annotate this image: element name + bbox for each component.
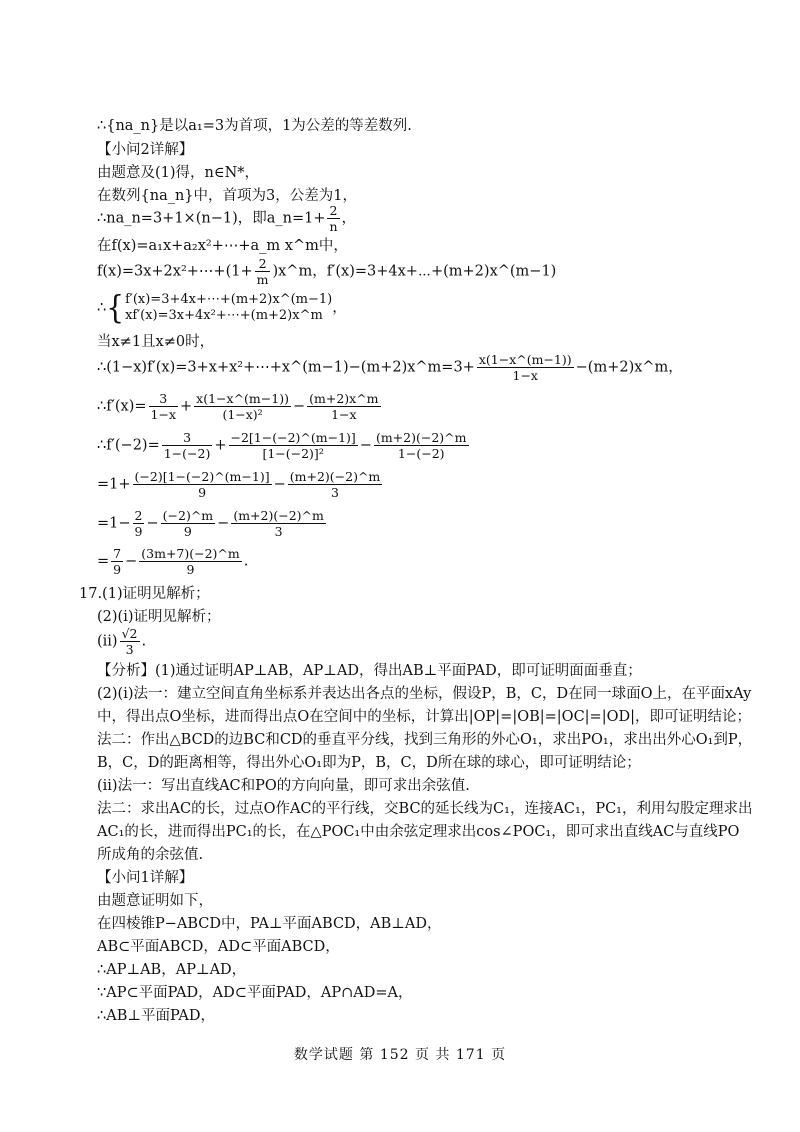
math-text: )x^m，f′(x)=3+4x+⋯+(m+2)x^(m−1) xyxy=(272,263,557,280)
text-line: ∴AP⊥AB，AP⊥AD， xyxy=(97,962,247,978)
fraction xyxy=(161,508,216,539)
numerator: √2 xyxy=(121,626,138,641)
math-line xyxy=(97,352,683,383)
denominator: (1−x)² xyxy=(222,407,263,422)
math-text: ∴f′(x)= xyxy=(97,398,147,415)
analysis-line: (2)(i)法一：建立空间直角坐标系并表达出各点的坐标，假设P，B，C，D在同一球面O上，在平面xAy xyxy=(97,686,752,702)
fraction xyxy=(139,546,242,577)
fraction xyxy=(111,546,123,577)
math-text: =1+ xyxy=(97,476,131,493)
denominator: n xyxy=(329,219,338,234)
math-text: −(m+2)x^m， xyxy=(575,359,683,376)
math-line: =1− $\frac{2}{9}$ − $\frac{(-2)\^{}m}{9}$ − $\frac{(m+2)(-2)\^{}m}{3}$ xyxy=(97,508,324,539)
denominator: 1−x xyxy=(150,407,177,422)
denominator: m xyxy=(256,272,269,287)
text-line: ∴{na_n}是以a₁=3为首项，1为公差的等差数列. xyxy=(97,118,412,134)
denominator: 3 xyxy=(274,524,283,539)
text-line: ∴AB⊥平面PAD， xyxy=(97,1008,216,1024)
math-text: (ii) xyxy=(97,633,118,650)
text-line: 在f(x)=a₁x+a₂x²+⋯+a_m x^m中， xyxy=(97,238,348,254)
denominator: 3 xyxy=(125,642,134,657)
math-line: ∴na_n=3+1×(n−1)，即a_n=1+ $\frac{2}{n}$ ， xyxy=(97,203,357,234)
denominator: 1−(−2) xyxy=(163,446,211,461)
text-line: 在四棱锥P−ABCD中，PA⊥平面ABCD，AB⊥AD， xyxy=(97,916,442,932)
denominator: 1−x xyxy=(331,407,357,422)
fraction xyxy=(327,203,339,234)
math-line xyxy=(97,256,556,287)
text-line: ∵AP⊂平面PAD，AD⊂平面PAD，AP∩AD=A， xyxy=(97,985,413,1001)
math-text: f(x)=3x+2x²+⋯+(1+ xyxy=(97,263,253,280)
numerator: (m+2)(−2)^m xyxy=(233,508,324,523)
numerator: 2 xyxy=(134,508,143,523)
fraction xyxy=(194,391,291,422)
analysis-line: 所成角的余弦值. xyxy=(97,847,204,863)
numerator: (−2)[1−(−2)^(m−1)] xyxy=(134,469,270,484)
numerator: 3 xyxy=(149,391,178,407)
denominator: 9 xyxy=(198,485,207,500)
math-line: (ii) $\frac{√2}{3}$ . xyxy=(97,626,147,657)
fraction xyxy=(288,469,383,500)
denominator: [1−(−2)]² xyxy=(262,446,324,461)
fraction xyxy=(255,256,271,287)
analysis-line: (ii)法一：写出直线AC和PO的方向向量，即可求出余弦值. xyxy=(97,778,470,794)
analysis-line: 【分析】(1)通过证明AP⊥AB，AP⊥AD，得出AB⊥平面PAD，即可证明面面垂直； xyxy=(97,663,642,679)
text-line: 当x≠1且x≠0时， xyxy=(97,334,215,350)
math-system: ∴{ f′(x)=3+4x+⋯+(m+2)x^(m−1) xf′(x)=3x+4x²+⋯+(m+2)x^m ， xyxy=(97,288,347,327)
fraction xyxy=(120,626,140,657)
numerator: (m+2)x^m xyxy=(309,391,379,406)
section-heading: 【小问2详解】 xyxy=(97,142,194,158)
numerator: x(1−x^(m−1)) xyxy=(196,391,289,406)
analysis-line: 法二：求出AC的长，过点O作AC的平行线，交BC的延长线为C₁，连接AC₁，PC₁，利用勾股定理求出 xyxy=(97,801,753,817)
denominator: 9 xyxy=(186,562,195,577)
denominator: 9 xyxy=(183,524,192,539)
left-brace-icon: { xyxy=(106,288,125,327)
fraction xyxy=(231,508,326,539)
math-text: ∴f′(−2)= xyxy=(97,437,160,454)
answer-line: 17.(1)证明见解析； xyxy=(79,586,210,602)
fraction xyxy=(149,391,178,422)
math-line: =1+ $\frac{(-2)[1-(-2)\^{}(m-1)]}{9}$ − $\frac{(m+2)(-2)\^{}m}{3}$ xyxy=(97,469,381,500)
fraction xyxy=(477,352,574,383)
numerator: (m+2)(−2)^m xyxy=(375,430,467,445)
numerator: (m+2)(−2)^m xyxy=(289,469,381,484)
fraction xyxy=(374,430,469,461)
numerator: (3m+7)(−2)^m xyxy=(141,546,240,561)
numerator: x(1−x^(m−1)) xyxy=(478,352,572,367)
math-text: ∴na_n=3+1×(n−1)，即a_n=1+ xyxy=(97,210,326,227)
math-text: =1− xyxy=(97,515,131,532)
denominator: 1−(−2) xyxy=(397,446,445,461)
page-footer: 数学试题 第 152 页 共 171 页 xyxy=(293,1047,507,1063)
analysis-line: 中，得出点O坐标，进而得出点O在空间中的坐标，计算出|OP|=|OB|=|OC|=|OD|，即可证明结论； xyxy=(97,709,751,725)
fraction xyxy=(162,430,213,461)
denominator: 9 xyxy=(113,562,122,577)
section-heading: 【小问1详解】 xyxy=(97,870,194,886)
numerator: 7 xyxy=(113,546,122,561)
text-line: 在数列{na_n}中，首项为3，公差为1， xyxy=(97,188,357,204)
text-line: AB⊂平面ABCD，AD⊂平面ABCD， xyxy=(97,939,340,955)
numerator: (−2)^m xyxy=(162,508,214,523)
math-line: = $\frac{7}{9}$ − $\frac{(3m+7)(-2)\^{}m}{9}$ . xyxy=(97,546,249,577)
analysis-line: 法二：作出△BCD的边BC和CD的垂直平分线，找到三角形的外心O₁，求出PO₁，求出出外心O₁到P， xyxy=(97,732,753,748)
fraction xyxy=(307,391,380,422)
answer-line: (2)(i)证明见解析； xyxy=(97,609,221,625)
denominator: 3 xyxy=(331,485,339,500)
equation: xf′(x)=3x+4x²+⋯+(m+2)x^m xyxy=(125,308,323,323)
math-text: ∴(1−x)f′(x)=3+x+x²+⋯+x^(m−1)−(m+2)x^m=3+ xyxy=(97,359,475,376)
denominator: 1−x xyxy=(512,368,538,383)
analysis-line: B，C，D的距离相等，得出外心O₁即为P，B，C，D所在球的球心，即可证明结论； xyxy=(97,755,641,771)
numerator: 3 xyxy=(162,430,213,446)
math-text: = xyxy=(97,553,110,570)
numerator: 2 xyxy=(327,203,339,219)
fraction xyxy=(133,469,272,500)
equation: f′(x)=3+4x+⋯+(m+2)x^(m−1) xyxy=(125,292,333,307)
math-line: ∴f′(x)= $\frac{3}{1-x}$ + $\frac{x(1-x\^{}(m-1))}{\text{(1−x)²}}$ − $\frac{(m+2)x\^{}m}{1-x}$ xyxy=(97,391,379,422)
numerator: −2[1−(−2)^(m−1)] xyxy=(230,430,356,445)
numerator: 2 xyxy=(255,256,271,272)
denominator: 9 xyxy=(134,524,143,539)
math-line: ∴f′(−2)= $\frac{3}{1-(-2)}$ + $\frac{-2[1-(-2)\^{}(m-1)]}{\text{[1−(−2)]²}}$ − $\frac{(m+2)(-2)\^{}m}{1-(-2)}$ xyxy=(97,430,467,461)
text-line: 由题意及(1)得，n∈N*， xyxy=(97,165,260,181)
fraction xyxy=(229,430,358,461)
text-line: 由题意证明如下， xyxy=(97,893,213,909)
fraction xyxy=(133,508,145,539)
analysis-line: AC₁的长，进而得出PC₁的长，在△POC₁中由余弦定理求出cos∠POC₁，即可求出直线AC与直线PO xyxy=(97,824,740,840)
